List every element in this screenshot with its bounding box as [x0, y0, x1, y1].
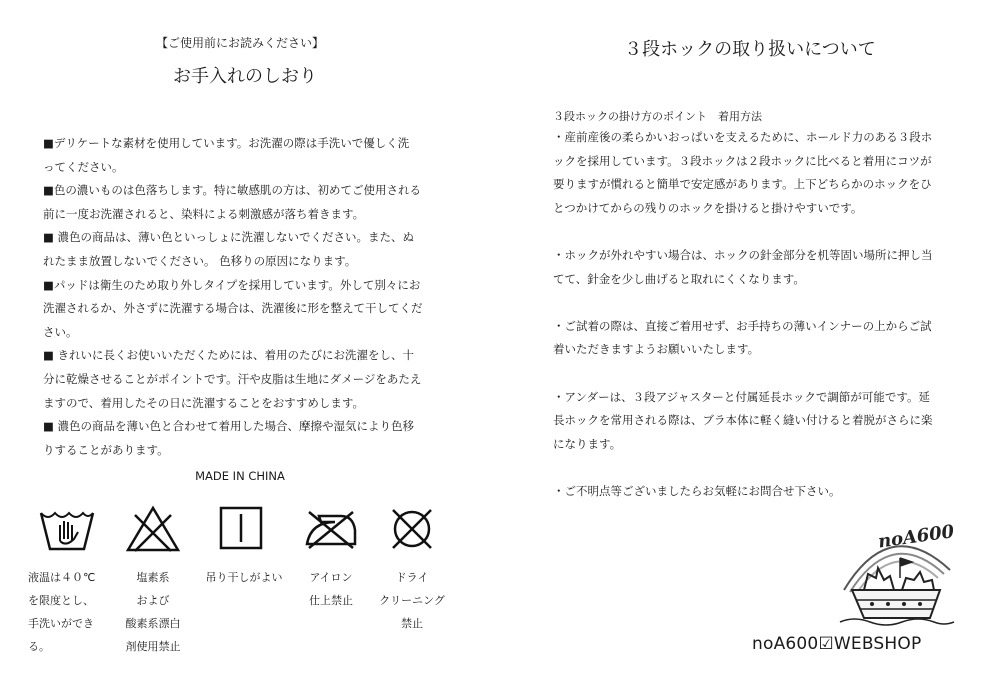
no-dry-clean-icon [388, 505, 436, 553]
made-in-label: MADE IN CHINA [195, 469, 285, 483]
hook-line: ックを採用しています。３段ホックは２段ホックに比べると着用にコツが [553, 153, 932, 168]
symbol-label-line: および [136, 594, 170, 607]
hook-line: 長ホックを常用される際は、ブラ本体に軽く縫い付けると着脱がさらに楽 [553, 413, 933, 428]
hook-line: ・産前産後の柔らかいおっぱいを支えるために、ホールド力のある３段ホ [553, 130, 933, 144]
hook-line: ・ホックが外れやすい場合は、ホックの針金部分を机等固い場所に押し当 [553, 247, 933, 262]
symbol-label-line: アイロン [309, 571, 353, 584]
care-line: ■ 濃色の商品は、薄い色といっしょに洗濯しないでください。また、ぬ [43, 230, 415, 245]
care-line: ますので、着用したその日に洗濯することをおすすめします。 [43, 395, 364, 410]
hook-line: 着いただきますようお願いいたします。 [553, 342, 760, 357]
hook-subtitle: ３段ホックの掛け方のポイント 着用方法 [553, 110, 762, 123]
hook-title: ３段ホックの取り扱いについて [624, 39, 876, 60]
hand-wash-tub-icon [38, 505, 96, 555]
care-line: ■ きれいに長くお使いいただくためには、着用のたびにお洗濯をし、十 [43, 348, 415, 363]
hook-line: になります。 [553, 436, 622, 451]
symbol-label-no-bleach [110, 566, 196, 658]
hook-line: 要りますが慣れると簡単で安定感があります。上下どちらかのホックをひ [553, 177, 932, 192]
symbol-label-no-iron [293, 566, 369, 612]
svg-text:noA600: noA600 [876, 521, 956, 553]
symbol-label-hang-dry [204, 566, 284, 589]
care-line: 前に一度お洗濯されると、染料による刺激感が落ち着きます。 [43, 206, 365, 221]
symbol-label-no-dry-clean [370, 566, 454, 635]
care-line: ■パッドは衛生のため取り外しタイプを採用しています。外して別々にお [43, 277, 421, 292]
notice-heading: 【ご使用前にお読みください】 [155, 36, 324, 50]
care-line: れたまま放置しないでください。 色移りの原因になります。 [43, 253, 357, 268]
hook-line: てて、針金を少し曲げると取れにくくなります。 [553, 271, 805, 286]
care-line: りすることがあります。 [43, 442, 169, 457]
care-line: ■色の濃いものは色落ちします。特に敏感肌の方は、初めてご使用される [43, 183, 421, 198]
symbol-label-line: クリーニング [379, 594, 445, 607]
care-line: 洗濯されるか、外さずに洗濯する場合は、洗濯後に形を整えて干してくだ [43, 301, 423, 316]
symbol-label-line: 酸素系漂白 [125, 617, 181, 630]
symbol-label-line: を限度とし、 [28, 594, 94, 607]
symbol-label-line: 剤使用禁止 [125, 640, 181, 653]
care-title: お手入れのしおり [173, 66, 317, 87]
symbol-label-line: 塩素系 [136, 571, 170, 584]
symbol-label-line: 液温は４０℃ [28, 571, 96, 584]
hook-line: ・ご不明点等ございましたらお気軽にお問合せ下さい。 [553, 483, 841, 498]
symbol-label-line: る。 [28, 640, 50, 653]
no-bleach-icon [125, 505, 181, 553]
care-line: ってください。 [43, 159, 124, 174]
symbol-label-line: 禁止 [401, 617, 423, 630]
symbol-label-line: ドライ [395, 571, 429, 584]
hook-paragraph [553, 315, 963, 362]
hook-line: とつかけてからの残りのホックを掛けると掛けやすいです。 [553, 200, 863, 215]
hook-paragraph [553, 126, 963, 220]
hook-paragraph [553, 480, 963, 504]
symbol-label-line: 手洗いができ [28, 617, 94, 630]
symbol-label-line: 仕上禁止 [309, 594, 353, 607]
hook-paragraph [553, 386, 963, 457]
care-instructions [43, 132, 448, 462]
symbol-label-line: 吊り干しがよい [205, 571, 283, 584]
shop-name: noA600☑WEBSHOP [752, 634, 922, 654]
care-line: 分に乾燥させることがポイントです。汗や皮脂は生地にダメージをあたえ [43, 371, 422, 386]
care-line: さい。 [43, 324, 78, 339]
care-line: ■デリケートな素材を使用しています。お洗濯の際は手洗いで優しく洗 [43, 136, 410, 150]
hook-line: ・アンダーは、３段アジャスターと付属延長ホックで調節が可能です。延 [553, 389, 930, 404]
hang-dry-icon [219, 506, 263, 550]
care-line: ■ 濃色の商品を薄い色と合わせて着用した場合、摩擦や湿気により色移 [43, 419, 415, 434]
hook-line: ・ご試着の際は、直接ご着用せず、お手持ちの薄いインナーの上からご試 [553, 318, 932, 333]
brand-logo [830, 518, 960, 634]
symbol-label-hand-wash [28, 566, 108, 658]
no-iron-icon [303, 508, 359, 550]
hook-instructions [553, 126, 963, 504]
hook-paragraph [553, 244, 963, 291]
